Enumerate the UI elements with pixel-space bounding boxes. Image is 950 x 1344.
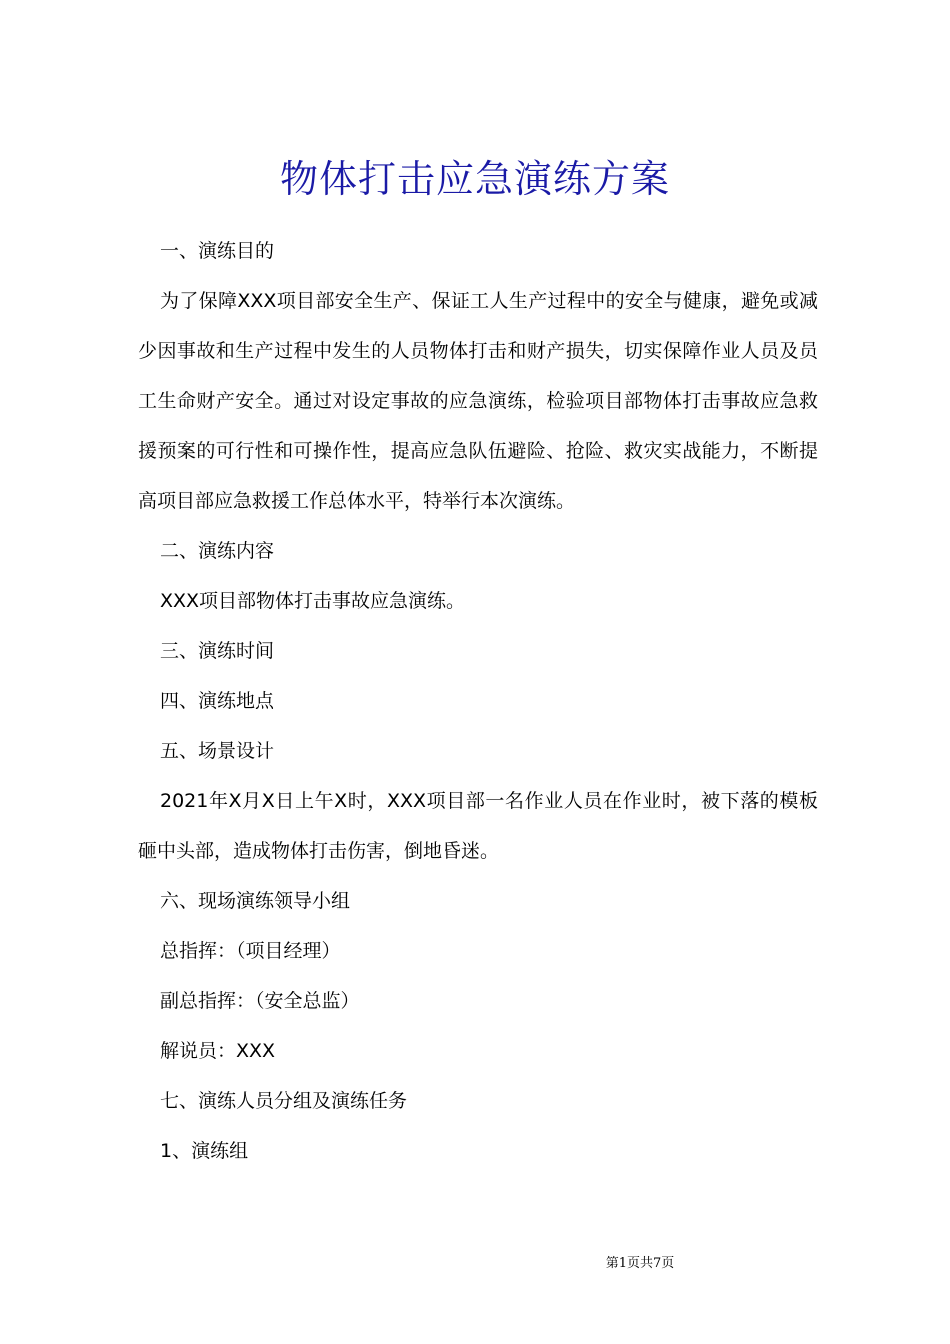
document-title: 物体打击应急演练方案 [279, 157, 670, 201]
section-paragraph-scenario: 2021年X月X日上午X时，XXX项目部一名作业人员在作业时，被下落的模板砸中头部，造成物体打击伤害，倒地昏迷。 [138, 790, 818, 862]
page-number: 第1页共7页 [605, 1256, 675, 1271]
section-heading-location: 四、演练地点 [160, 690, 275, 712]
section-heading-content: 二、演练内容 [160, 540, 275, 562]
leader-commander: 总指挥：（项目经理） [160, 940, 341, 962]
section-paragraph-content: XXX项目部物体打击事故应急演练。 [160, 590, 466, 612]
section-heading-scenario: 五、场景设计 [160, 740, 275, 762]
leader-narrator: 解说员：XXX [160, 1040, 276, 1062]
section-heading-purpose: 一、演练目的 [160, 240, 275, 262]
section-heading-time: 三、演练时间 [160, 640, 275, 662]
document-body [138, 226, 818, 1176]
section-heading-groups: 七、演练人员分组及演练任务 [160, 1090, 408, 1112]
leader-deputy-commander: 副总指挥：（安全总监） [160, 990, 360, 1012]
section-paragraph-purpose: 为了保障XXX项目部安全生产、保证工人生产过程中的安全与健康，避免或减少因事故和生产过程中发生的人员物体打击和财产损失，切实保障作业人员及员工生命财产安全。通过对设定事故的应急演练，检验项目部物体打击事故应急救援预案的可行性和可操作性，提高应急队伍避险、抢险、救灾实战能力，不断提高项目部应急救援工作总体水平，特举行本次演练。 [138, 290, 818, 512]
group-item-drill: 1、演练组 [160, 1140, 249, 1162]
section-heading-leadership: 六、现场演练领导小组 [160, 890, 351, 912]
